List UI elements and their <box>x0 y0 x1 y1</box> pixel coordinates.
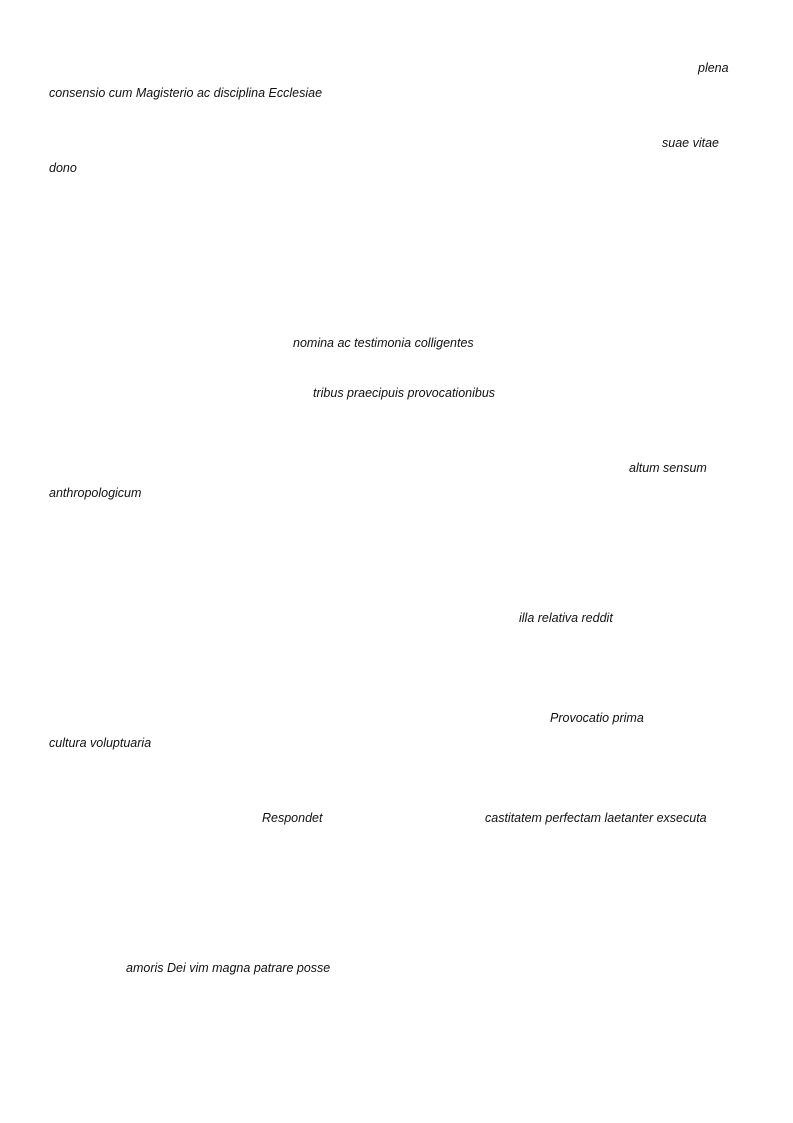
text-fragment-consensio: consensio cum Magisterio ac disciplina Ecclesiae <box>49 86 323 100</box>
text-fragment-anthropologicum: anthropologicum <box>49 486 142 500</box>
text-fragment-amoris-dei: amoris Dei vim magna patrare posse <box>126 961 331 975</box>
text-fragment-respondet: Respondet <box>262 811 323 825</box>
text-fragment-tribus: tribus praecipuis provocationibus <box>313 386 496 400</box>
text-fragment-nomina: nomina ac testimonia colligentes <box>293 336 474 350</box>
text-fragment-illa-relativa: illa relativa reddit <box>519 611 613 625</box>
text-fragment-cultura-voluptuaria: cultura voluptuaria <box>49 736 152 750</box>
text-fragment-plena: plena <box>698 61 729 75</box>
text-fragment-provocatio-prima: Provocatio prima <box>550 711 644 725</box>
text-fragment-castitatem: castitatem perfectam laetanter exsecuta <box>485 811 707 825</box>
text-fragment-altum-sensum: altum sensum <box>629 461 707 475</box>
text-fragment-dono: dono <box>49 161 77 175</box>
text-fragment-suae-vitae: suae vitae <box>662 136 719 150</box>
